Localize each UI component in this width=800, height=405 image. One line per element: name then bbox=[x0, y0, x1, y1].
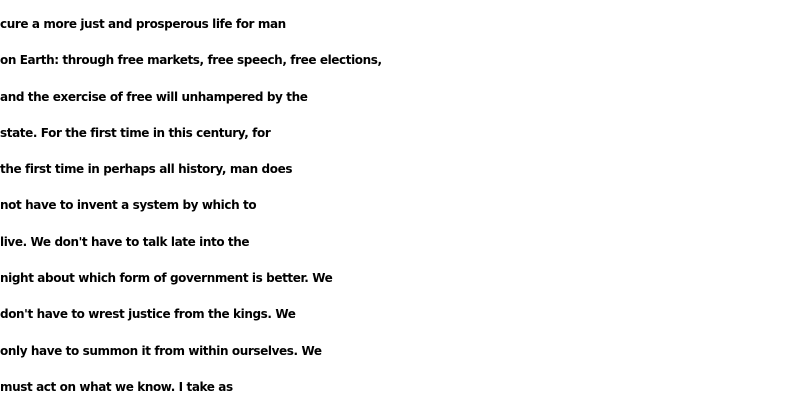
text-line-6: not have to invent a system by which to bbox=[0, 198, 257, 213]
text-line-7: live. We don't have to talk late into the bbox=[0, 234, 250, 249]
text-line-9: don't have to wrest justice from the kings. We bbox=[0, 307, 296, 322]
text-line-2: on Earth: through free markets, free speech, free elections, bbox=[0, 53, 382, 68]
text-line-3: and the exercise of free will unhampered by the bbox=[0, 89, 308, 104]
document-text bbox=[0, 6, 800, 405]
text-line-1: cure a more just and prosperous life for man bbox=[0, 17, 286, 31]
text-line-4: state. For the first time in this century, for bbox=[0, 125, 271, 140]
text-line-10: only have to summon it from within ourselves. We bbox=[0, 343, 322, 358]
text-line-5: the first time in perhaps all history, man does bbox=[0, 162, 293, 177]
text-line-11: must act on what we know. I take as bbox=[0, 379, 233, 394]
text-line-8: night about which form of government is better. We bbox=[0, 271, 333, 286]
